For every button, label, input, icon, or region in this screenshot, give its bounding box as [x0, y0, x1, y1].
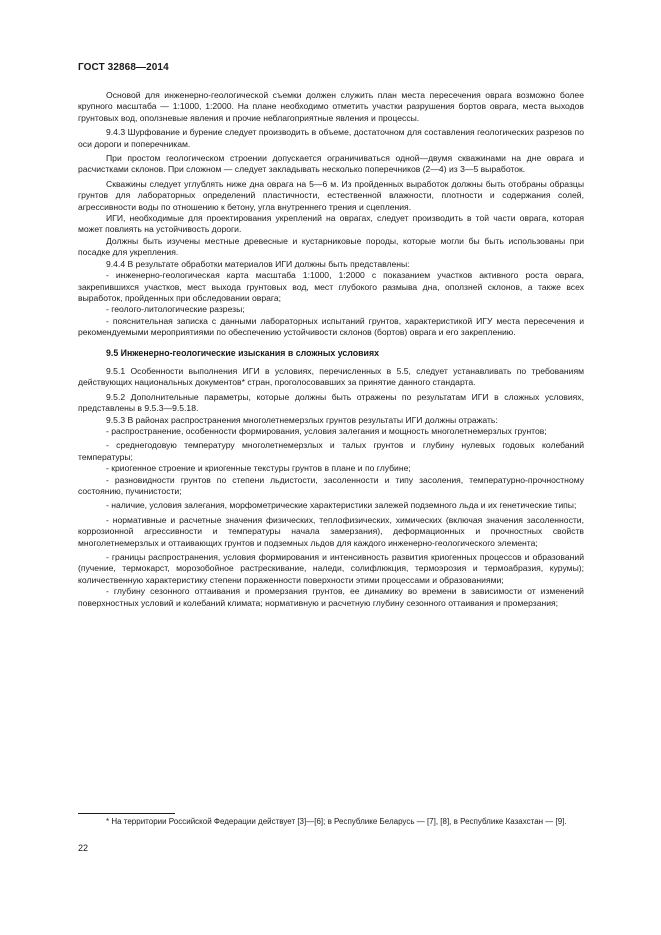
list-item: - наличие, условия залегания, морфометрические характеристики залежей подземного льда и их генетические типы; — [106, 500, 577, 511]
footnote — [78, 817, 584, 828]
paragraph: 9.5.3 В районах распространения многолетнемерзлых грунтов результаты ИГИ должны отражать: — [106, 414, 498, 425]
footnote-text: * На территории Российской Федерации действует [3]—[6]; в Республике Беларусь — [7], [8], в Республике Казахстан — [9]. — [106, 817, 567, 826]
page-number: 22 — [78, 843, 89, 853]
list-item: - глубину сезонного оттаивания и промерзания грунтов, ее динамику во времени в зависимости от изменений поверхностных условий и колебаний климата; нормативную и расчетную глубину сезонного оттаивания и промерзания; — [78, 586, 584, 608]
paragraph: 9.5.2 Дополнительные параметры, которые должны быть отражены по результатам ИГИ в сложных условиях, представлены в 9.5.3—9.5.18. — [78, 391, 584, 414]
list-item: - криогенное строение и криогенные текстуры грунтов в плане и по глубине; — [106, 463, 411, 474]
paragraph: ИГИ, необходимые для проектирования укреплений на оврагах, следует производить в той части оврага, которая может повлиять на устойчивость дороги. — [78, 213, 584, 235]
document-body — [78, 90, 584, 609]
list-item: - разновидности грунтов по степени льдистости, засоленности и типу засоления, температурно-прочностному состоянию, пучинистости; — [78, 474, 584, 496]
paragraph: Должны быть изучены местные древесные и кустарниковые породы, которые могли бы быть использованы при посадке для укрепления. — [78, 235, 584, 258]
list-item: - геолого-литологические разрезы; — [106, 304, 245, 315]
paragraph: Скважины следует углублять ниже дна оврага на 5—6 м. Из пройденных выработок должны быть отобраны образцы грунтов для лабораторных определений пластичности, естественной влажности, плотности и содержания солей, агрессивности воды по отношению к бетону, угла внутреннего трения и сцепления. — [78, 178, 584, 212]
list-item: - границы распространения, условия формирования и интенсивность развития криогенных процессов и образований (пучение, термокарст, морозобойное растрескивание, наледи, солифлюкция, термоэрозия и термоабразия, курумы); количественную характеристику степени пораженности поверхности этими процессами и образованиями; — [78, 552, 584, 585]
list-item: - нормативные и расчетные значения физических, теплофизических, химических (включая значения засоленности, коррозионной агрессивности и температуры начала замерзания), деформационных и прочностных свойств многолетнемерзлых и оттаивающих грунтов и подземных льдов для каждого инженерно-геологического элемента; — [78, 514, 584, 548]
paragraph: 9.5.1 Особенности выполнения ИГИ в условиях, перечисленных в 5.5, следует устанавливать по требованиям действующих национальных документов* стран, проголосовавших за принятие данного стандарта. — [78, 365, 584, 388]
footnote-divider — [78, 813, 175, 814]
paragraph: 9.4.4 В результате обработки материалов ИГИ должны быть представлены: — [106, 258, 410, 269]
paragraph: 9.4.3 Шурфование и бурение следует производить в объеме, достаточном для составления геологических разрезов по оси дороги и поперечникам. — [78, 127, 584, 149]
list-item: - распространение, особенности формирования, условия залегания и мощность многолетнемерзлых грунтов; — [106, 425, 547, 436]
paragraph: При простом геологическом строении допускается ограничиваться одной—двумя скважинами на дне оврага и расчистками склонов. При сложном — следует закладывать несколько поперечников (2—4) из 3—5 выработок. — [78, 153, 584, 175]
list-item: - пояснительная записка с данными лабораторных испытаний грунтов, характеристикой ИГУ места пересечения и рекомендуемыми мероприятиями по обеспечению устойчивости склонов (бортов) оврага и его закреплению. — [78, 315, 584, 338]
document-header: ГОСТ 32868—2014 — [78, 62, 169, 73]
list-item: - инженерно-геологическая карта масштаба 1:1000, 1:2000 с показанием участков активного роста оврага, закрепившихся участков, мест выхода грунтовых вод, мест глубокого размыва дна, оползней склонов, а также всех выработок, пройденных при обследовании оврага; — [78, 270, 584, 303]
section-title: 9.5 Инженерно-геологические изыскания в сложных условиях — [106, 347, 379, 358]
list-item: - среднегодовую температуру многолетнемерзлых и талых грунтов и глубину нулевых годовых колебаний температуры; — [78, 440, 584, 462]
paragraph: Основой для инженерно-геологической съемки должен служить план места пересечения оврага возможно более крупного масштаба — 1:1000, 1:2000. На плане необходимо отметить участки разрушения бортов оврага, места выходов грунтовых вод, оползневые явления и прочие неблагоприятные явления и процессы. — [78, 90, 584, 123]
